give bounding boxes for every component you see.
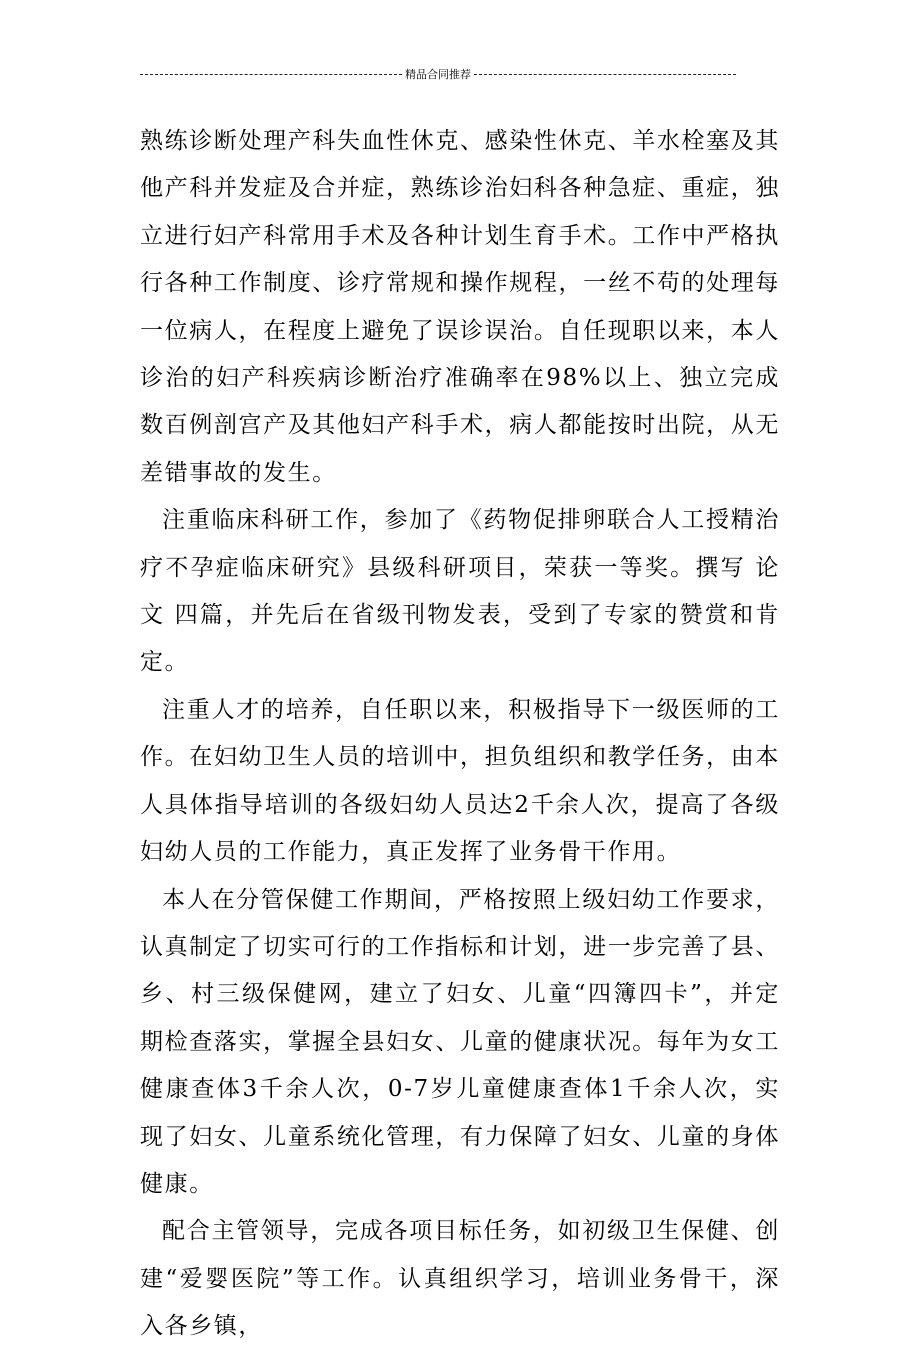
paragraph-leadership-tasks: 配合主管领导，完成各项目标任务，如初级卫生保健、创建“爱婴医院”等工作。认真组织学习，培训业务骨干，深入各乡镇， (140, 1218, 780, 1340)
header-dashed-line-left (140, 74, 402, 75)
header-dashed-line-right (474, 74, 736, 75)
header-label: 精品合同推荐 (405, 68, 471, 81)
paragraph-clinical-diagnosis: 熟练诊断处理产科失血性休克、感染性休克、羊水栓塞及其他产科并发症及合并症，熟练诊治妇科各种急症、重症，独立进行妇产科常用手术及各种计划生育手术。工作中严格执行各种工作制度、诊疗常规和操作规程，一丝不苟的处理每一位病人，在程度上避免了误诊误治。自任现职以来，本人诊治的妇产科疾病诊断治疗准确率在98%以上、独立完成数百例剖宫产及其他妇产科手术，病人都能按时出院，从无差错事故的发生。 (140, 128, 780, 486)
page-header (140, 64, 736, 84)
paragraph-healthcare-work: 本人在分管保健工作期间，严格按照上级妇幼工作要求，认真制定了切实可行的工作指标和计划，进一步完善了县、乡、村三级保健网，建立了妇女、儿童“四簿四卡”，并定期检查落实，掌握全县妇女、儿童的健康状况。每年为女工健康查体3千余人次，0-7岁儿童健康查体1千余人次，实现了妇女、儿童系统化管理，有力保障了妇女、儿童的身体健康。 (140, 886, 780, 1197)
paragraph-research: 注重临床科研工作，参加了《药物促排卵联合人工授精治疗不孕症临床研究》县级科研项目，荣获一等奖。撰写 论文 四篇，并先后在省级刊物发表，受到了专家的赞赏和肯定。 (140, 507, 780, 676)
paragraph-talent-training: 注重人才的培养，自任职以来，积极指导下一级医师的工作。在妇幼卫生人员的培训中，担负组织和教学任务，由本人具体指导培训的各级妇幼人员达2千余人次，提高了各级妇幼人员的工作能力，真正发挥了业务骨干作用。 (140, 696, 780, 866)
document-body (140, 118, 780, 1351)
